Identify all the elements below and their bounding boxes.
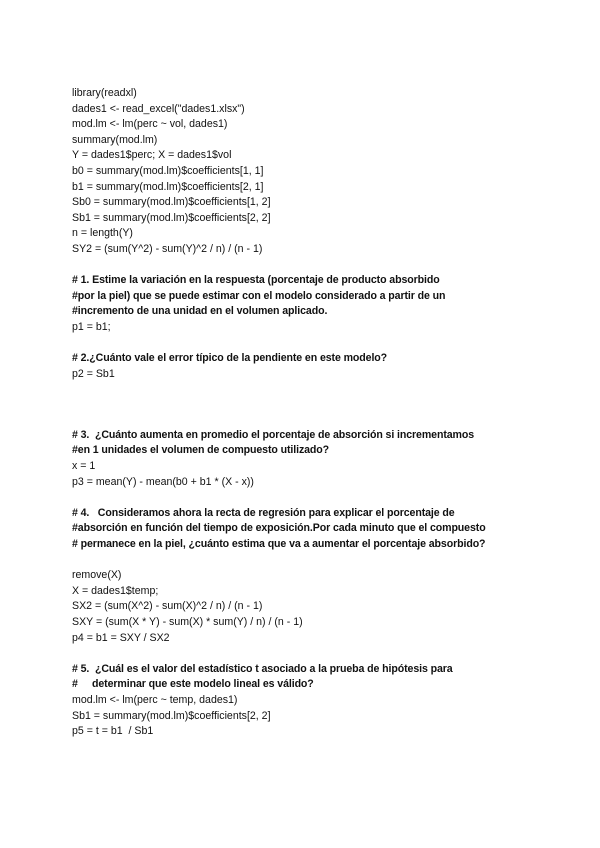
code-line: SXY = (sum(X * Y) - sum(X) * sum(Y) / n) / (n - 1) <box>72 616 303 628</box>
code-line: Sb0 = summary(mod.lm)$coefficients[1, 2] <box>72 196 271 209</box>
question-3 <box>72 428 542 490</box>
code-line: SY2 = (sum(Y^2) - sum(Y)^2 / n) / (n - 1) <box>72 242 263 255</box>
question-4 <box>72 506 542 646</box>
code-line: n = length(Y) <box>72 227 133 240</box>
code-line: summary(mod.lm) <box>72 133 158 146</box>
code-line: X = dades1$temp; <box>72 584 159 597</box>
spacer <box>72 490 542 506</box>
spacer <box>72 336 542 352</box>
question-text: # 2.¿Cuánto vale el error típico de la pendiente en este modelo? <box>72 352 388 365</box>
question-text: # determinar que este modelo lineal es válido? <box>72 678 314 691</box>
spacer <box>72 258 542 274</box>
code-line: Sb1 = summary(mod.lm)$coefficients[2, 2] <box>72 709 271 722</box>
code-line: p3 = mean(Y) - mean(b0 + b1 * (X - x)) <box>72 475 254 488</box>
question-text: #en 1 unidades el volumen de compuesto utilizado? <box>72 444 330 457</box>
question-text: #absorción en función del tiempo de exposición.Por cada minuto que el compuesto <box>72 522 486 535</box>
code-line: p4 = b1 = SXY / SX2 <box>72 631 170 644</box>
spacer <box>72 646 542 662</box>
document-body <box>72 86 542 740</box>
question-2 <box>72 351 542 382</box>
code-line: b0 = summary(mod.lm)$coefficients[1, 1] <box>72 164 264 177</box>
question-text: # permanece en la piel, ¿cuánto estima que va a aumentar el porcentaje absorbido? <box>72 538 486 551</box>
spacer <box>72 553 542 569</box>
code-line: p2 = Sb1 <box>72 367 115 380</box>
code-line: p5 = t = b1 / Sb1 <box>72 725 154 738</box>
code-line: dades1 <- read_excel("dades1.xlsx") <box>72 102 245 115</box>
question-text: # 3. ¿Cuánto aumenta en promedio el porcentaje de absorción si incrementamos <box>72 428 475 441</box>
code-line: mod.lm <- lm(perc ~ vol, dades1) <box>72 118 228 131</box>
spacer <box>72 382 542 412</box>
question-text: #por la piel) que se puede estimar con el modelo considerado a partir de un <box>72 289 446 302</box>
question-text: # 4. Consideramos ahora la recta de regresión para explicar el porcentaje de <box>72 506 455 519</box>
question-5 <box>72 662 542 740</box>
question-text: #incremento de una unidad en el volumen aplicado. <box>72 305 328 318</box>
setup-code-block <box>72 86 542 258</box>
question-text: # 1. Estime la variación en la respuesta (porcentaje de producto absorbido <box>72 274 440 287</box>
code-line: SX2 = (sum(X^2) - sum(X)^2 / n) / (n - 1) <box>72 600 263 613</box>
code-line: Sb1 = summary(mod.lm)$coefficients[2, 2] <box>72 211 271 224</box>
code-line: library(readxl) <box>72 87 137 99</box>
code-line: remove(X) <box>72 569 122 582</box>
question-1 <box>72 273 542 335</box>
code-line: x = 1 <box>72 460 96 473</box>
code-line: p1 = b1; <box>72 320 111 333</box>
question-text: # 5. ¿Cuál es el valor del estadístico t asociado a la prueba de hipótesis para <box>72 662 453 675</box>
code-line: b1 = summary(mod.lm)$coefficients[2, 1] <box>72 180 264 193</box>
code-line: mod.lm <- lm(perc ~ temp, dades1) <box>72 693 238 706</box>
code-line: Y = dades1$perc; X = dades1$vol <box>72 149 232 162</box>
spacer <box>72 412 542 428</box>
